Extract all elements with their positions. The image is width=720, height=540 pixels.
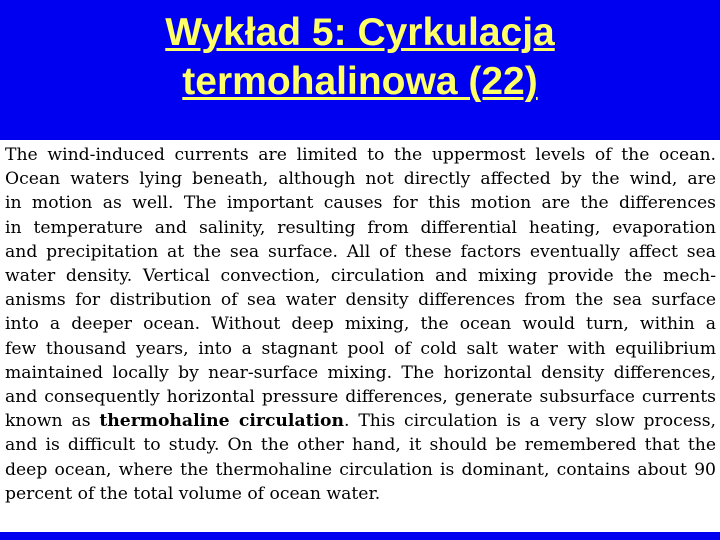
paragraph-text: known as bbox=[5, 411, 100, 432]
paragraph-line: and consequently horizontal pressure differences, generate subsurface currents bbox=[5, 387, 716, 408]
slide-title-line-1: Wykład 5: Cyrkulacja bbox=[165, 11, 555, 54]
paragraph-line: water density. Vertical convection, circulation and mixing provide the mech- bbox=[5, 266, 716, 287]
paragraph-line: in motion as well. The important causes for this motion are the differences bbox=[5, 193, 716, 214]
paragraph-line: Ocean waters lying beneath, although not directly affected by the wind, are bbox=[5, 169, 716, 190]
paragraph-line: deep ocean, where the thermohaline circulation is dominant, contains about 90 bbox=[5, 459, 716, 480]
paragraph-text: . This circulation is a very slow process, bbox=[344, 411, 717, 432]
paragraph-line: into a deeper ocean. Without deep mixing, the ocean would turn, within a bbox=[5, 314, 716, 335]
slide-title bbox=[0, 8, 720, 106]
paragraph-line: in temperature and salinity, resulting from differential heating, evaporation bbox=[5, 217, 716, 238]
text-panel bbox=[0, 140, 720, 532]
paragraph-line: and is difficult to study. On the other hand, it should be remembered that the bbox=[5, 435, 716, 456]
paragraph-line: The wind-induced currents are limited to the uppermost levels of the ocean. bbox=[5, 145, 716, 165]
paragraph-line-with-term bbox=[5, 409, 716, 433]
slide-title-line-2: termohalinowa (22) bbox=[182, 60, 538, 103]
term-thermohaline-circulation: thermohaline circulation bbox=[99, 411, 345, 432]
paragraph-line: and precipitation at the sea surface. All of these factors eventually affect sea bbox=[5, 241, 716, 262]
paragraph-last-line: percent of the total volume of ocean water. bbox=[5, 483, 381, 504]
paragraph-line: anisms for distribution of sea water density differences from the sea surface bbox=[5, 290, 716, 311]
paragraph-line: few thousand years, into a stagnant pool of cold salt water with equilibrium bbox=[5, 338, 716, 359]
paragraph-line: maintained locally by near-surface mixing. The horizontal density differences, bbox=[5, 362, 716, 383]
